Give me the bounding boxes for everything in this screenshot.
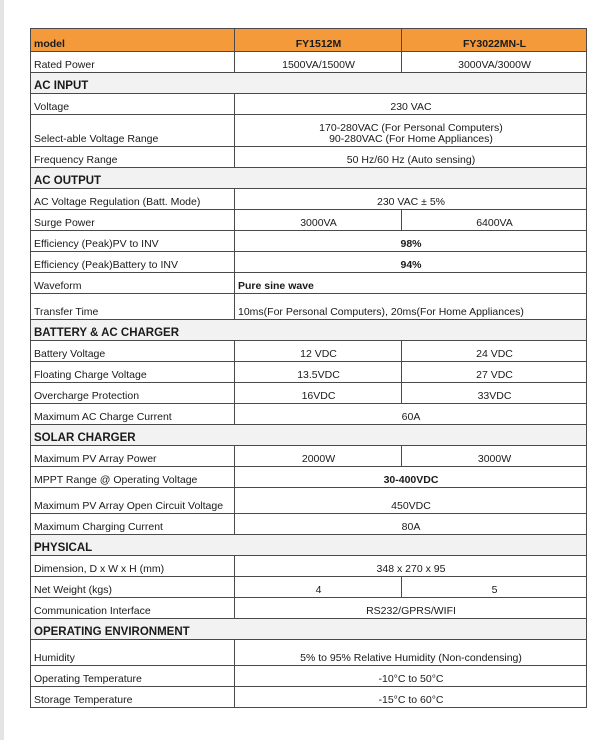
- table-row: [31, 666, 587, 687]
- row-value: 450VDC: [235, 488, 587, 514]
- row-value: 5: [402, 577, 587, 598]
- section-title: OPERATING ENVIRONMENT: [31, 619, 587, 640]
- section-ac-input: [31, 73, 587, 94]
- table-row: [31, 383, 587, 404]
- row-label: Net Weight (kgs): [31, 577, 235, 598]
- row-value: 1500VA/1500W: [235, 52, 402, 73]
- row-value: 6400VA: [402, 210, 587, 231]
- table-row: [31, 488, 587, 514]
- row-value: 50 Hz/60 Hz (Auto sensing): [235, 147, 587, 168]
- table-row: [31, 231, 587, 252]
- table-row: [31, 341, 587, 362]
- section-environment: [31, 619, 587, 640]
- row-value: 2000W: [235, 446, 402, 467]
- table-row: [31, 362, 587, 383]
- table-row: [31, 273, 587, 294]
- row-label: Frequency Range: [31, 147, 235, 168]
- row-label: Rated Power: [31, 52, 235, 73]
- row-label: Select-able Voltage Range: [31, 115, 235, 147]
- table-row: [31, 294, 587, 320]
- table-row: [31, 147, 587, 168]
- row-value: 30-400VDC: [235, 467, 587, 488]
- row-label: Overcharge Protection: [31, 383, 235, 404]
- model-fy1512m: FY1512M: [235, 29, 402, 52]
- row-value: 3000VA/3000W: [402, 52, 587, 73]
- table-row: [31, 252, 587, 273]
- table-row: [31, 577, 587, 598]
- row-label: AC Voltage Regulation (Batt. Mode): [31, 189, 235, 210]
- row-value: 60A: [235, 404, 587, 425]
- row-value: -15°C to 60°C: [235, 687, 587, 708]
- row-label: Surge Power: [31, 210, 235, 231]
- section-title: SOLAR CHARGER: [31, 425, 587, 446]
- header-label: model: [31, 29, 235, 52]
- row-label: Maximum PV Array Open Circuit Voltage: [31, 488, 235, 514]
- row-label: Humidity: [31, 640, 235, 666]
- table-row: [31, 514, 587, 535]
- row-label: Battery Voltage: [31, 341, 235, 362]
- row-value: 348 x 270 x 95: [235, 556, 587, 577]
- section-ac-output: [31, 168, 587, 189]
- table-row: [31, 446, 587, 467]
- row-value: [235, 115, 587, 147]
- row-label: Transfer Time: [31, 294, 235, 320]
- value-line: 90-280VAC (For Home Appliances): [329, 133, 493, 145]
- section-title: AC INPUT: [31, 73, 587, 94]
- row-label: Storage Temperature: [31, 687, 235, 708]
- row-label: MPPT Range @ Operating Voltage: [31, 467, 235, 488]
- row-label: Operating Temperature: [31, 666, 235, 687]
- section-title: PHYSICAL: [31, 535, 587, 556]
- table-row: [31, 115, 587, 147]
- row-value: 27 VDC: [402, 362, 587, 383]
- row-value: -10°C to 50°C: [235, 666, 587, 687]
- row-label: Voltage: [31, 94, 235, 115]
- table-row: [31, 467, 587, 488]
- table-row: [31, 189, 587, 210]
- row-value: 12 VDC: [235, 341, 402, 362]
- row-value: 230 VAC ± 5%: [235, 189, 587, 210]
- section-battery: [31, 320, 587, 341]
- model-fy3022mn-l: FY3022MN-L: [402, 29, 587, 52]
- row-value: 98%: [235, 231, 587, 252]
- section-title: AC OUTPUT: [31, 168, 587, 189]
- table-row: [31, 598, 587, 619]
- row-label: Maximum Charging Current: [31, 514, 235, 535]
- section-title: BATTERY & AC CHARGER: [31, 320, 587, 341]
- table-row: [31, 687, 587, 708]
- row-value: 10ms(For Personal Computers), 20ms(For Home Appliances): [235, 294, 587, 320]
- row-value: Pure sine wave: [235, 273, 587, 294]
- row-value: 24 VDC: [402, 341, 587, 362]
- row-label: Maximum PV Array Power: [31, 446, 235, 467]
- table-row: [31, 556, 587, 577]
- value-line: 170-280VAC (For Personal Computers): [319, 122, 503, 134]
- spec-table: [30, 28, 587, 708]
- row-label: Communication Interface: [31, 598, 235, 619]
- row-value: 33VDC: [402, 383, 587, 404]
- row-label: Dimension, D x W x H (mm): [31, 556, 235, 577]
- section-solar: [31, 425, 587, 446]
- row-value: 16VDC: [235, 383, 402, 404]
- row-value: 3000W: [402, 446, 587, 467]
- row-value: 3000VA: [235, 210, 402, 231]
- row-value: 13.5VDC: [235, 362, 402, 383]
- table-row: [31, 94, 587, 115]
- row-value: 80A: [235, 514, 587, 535]
- section-physical: [31, 535, 587, 556]
- row-label: Efficiency (Peak)PV to INV: [31, 231, 235, 252]
- table-row: [31, 210, 587, 231]
- row-label: Waveform: [31, 273, 235, 294]
- row-value: 4: [235, 577, 402, 598]
- table-row: [31, 52, 587, 73]
- row-label: Floating Charge Voltage: [31, 362, 235, 383]
- row-value: RS232/GPRS/WIFI: [235, 598, 587, 619]
- row-value: 230 VAC: [235, 94, 587, 115]
- table-header-row: [31, 29, 587, 52]
- table-row: [31, 640, 587, 666]
- table-row: [31, 404, 587, 425]
- page-edge: [0, 0, 4, 740]
- row-value: 5% to 95% Relative Humidity (Non-condensing): [235, 640, 587, 666]
- row-label: Efficiency (Peak)Battery to INV: [31, 252, 235, 273]
- row-label: Maximum AC Charge Current: [31, 404, 235, 425]
- row-value: 94%: [235, 252, 587, 273]
